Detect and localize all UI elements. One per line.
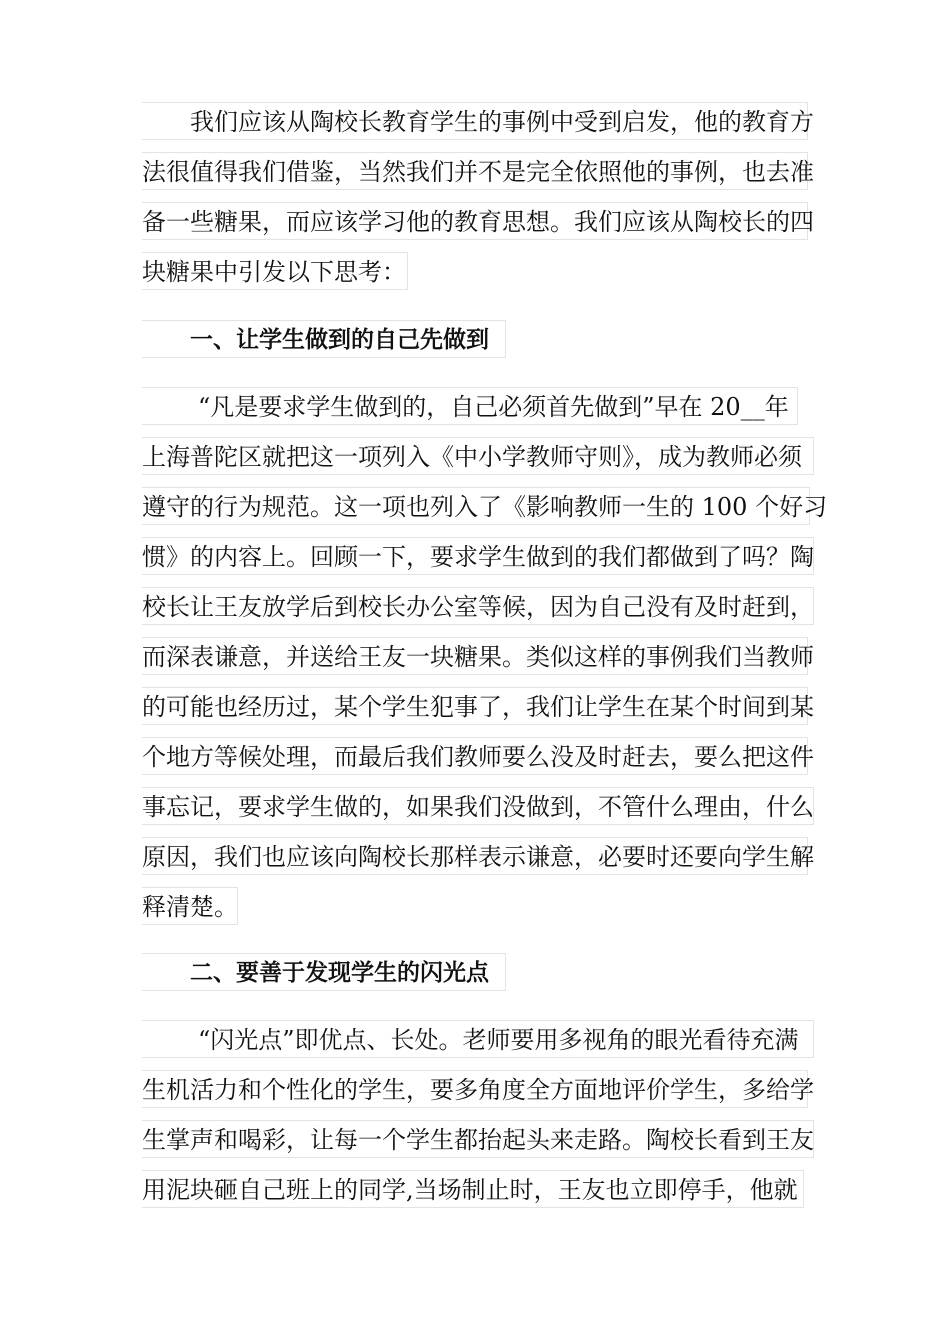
paragraph-2-line-6: 而深表谦意，并送给王友一块糖果。类似这样的事例我们当教师	[142, 637, 808, 675]
paragraph-3-line-4: 用泥块砸自己班上的同学,当场制止时，王友也立即停手，他就	[142, 1170, 804, 1208]
paragraph-3-line-2: 生机活力和个性化的学生，要多角度全方面地评价学生，多给学	[142, 1070, 808, 1108]
paragraph-1-line-4: 块糖果中引发以下思考：	[142, 252, 408, 290]
paragraph-2-line-10: 原因，我们也应该向陶校长那样表示谦意，必要时还要向学生解	[142, 837, 808, 875]
paragraph-2-line-1: “凡是要求学生做到的，自己必须首先做到”早在 20__年	[142, 387, 798, 425]
paragraph-2-line-3: 遵守的行为规范。这一项也列入了《影响教师一生的 100 个好习	[142, 487, 810, 525]
paragraph-1-line-2: 法很值得我们借鉴，当然我们并不是完全依照他的事例，也去准	[142, 152, 808, 190]
paragraph-2-line-9: 事忘记，要求学生做的，如果我们没做到，不管什么理由，什么	[142, 787, 814, 825]
paragraph-2-line-7: 的可能也经历过，某个学生犯事了，我们让学生在某个时间到某	[142, 687, 808, 725]
paragraph-2-line-2: 上海普陀区就把这一项列入《中小学教师守则》，成为教师必须	[142, 437, 814, 475]
paragraph-2-line-8: 个地方等候处理，而最后我们教师要么没及时赶去，要么把这件	[142, 737, 808, 775]
paragraph-1-line-3: 备一些糖果，而应该学习他的教育思想。我们应该从陶校长的四	[142, 202, 808, 240]
section-heading-2: 二、要善于发现学生的闪光点	[142, 953, 506, 991]
paragraph-3-line-3: 生掌声和喝彩，让每一个学生都抬起头来走路。陶校长看到王友	[142, 1120, 814, 1158]
paragraph-2-line-11: 释清楚。	[142, 887, 238, 925]
paragraph-2-line-4: 惯》的内容上。回顾一下，要求学生做到的我们都做到了吗？陶	[142, 537, 814, 575]
paragraph-3-line-1: “闪光点”即优点、长处。老师要用多视角的眼光看待充满	[142, 1020, 814, 1058]
section-heading-1: 一、让学生做到的自己先做到	[142, 320, 506, 358]
paragraph-1-line-1: 我们应该从陶校长教育学生的事例中受到启发，他的教育方	[142, 102, 808, 140]
paragraph-2-line-5: 校长让王友放学后到校长办公室等候，因为自己没有及时赶到，	[142, 587, 814, 625]
